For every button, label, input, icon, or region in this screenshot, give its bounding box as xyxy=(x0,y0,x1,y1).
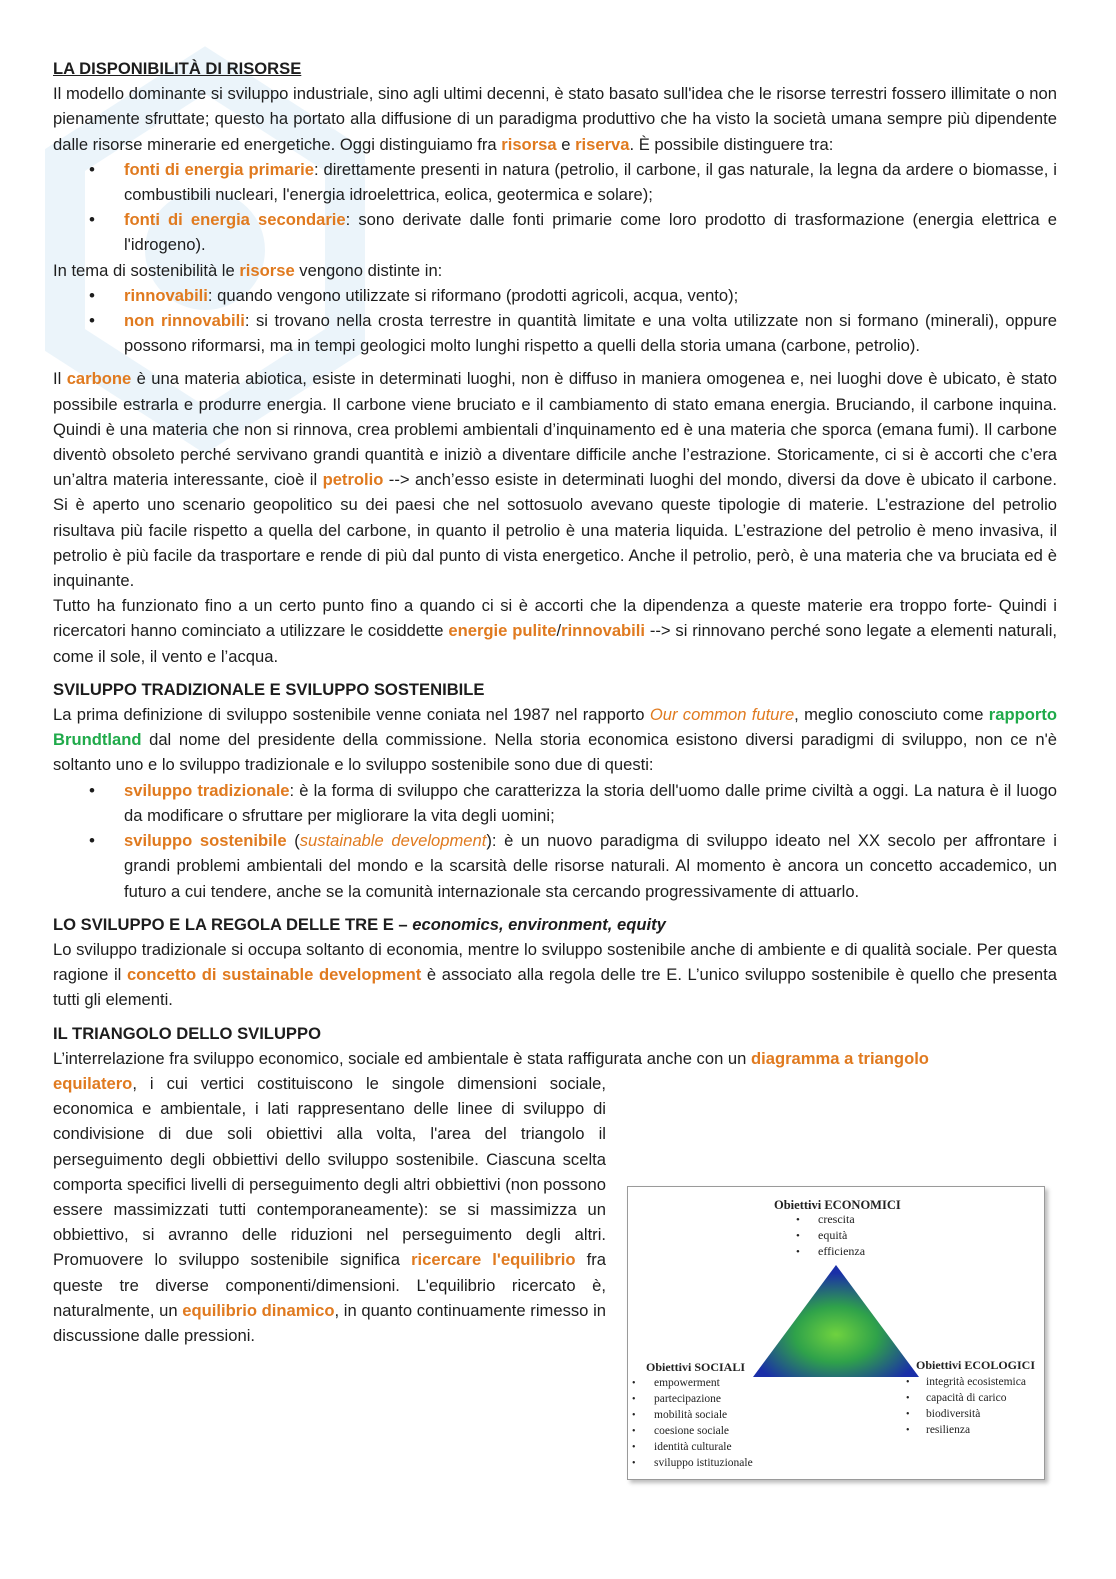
bullet-dot: • xyxy=(906,1409,910,1420)
sustainability-triangle xyxy=(753,1265,919,1377)
bullet-dot: • xyxy=(632,1410,636,1421)
bullet-dot: • xyxy=(632,1458,636,1469)
list-item: • non rinnovabili: si trovano nella crosta terrestre in quantità limitate e una volta utilizzate non si formano (minerali), oppure possono riformarsi, ma in tempi geologici molto lunghi rispetto a quelli della storia umana (carbone, petrolio). xyxy=(53,308,1057,358)
bullet-dot: • xyxy=(632,1378,636,1389)
bullet-dot: • xyxy=(796,1214,800,1226)
bullet-list xyxy=(53,283,1057,359)
list-item: • fonti di energia primarie: direttamente presenti in natura (petrolio, il carbone, il gas naturale, la legna da ardere o biomasse, i combustibili nucleari, l'energia idroelettrica, eolica, geotermica e solare); xyxy=(53,157,1057,207)
list-item: • sviluppo tradizionale: è la forma di sviluppo che caratterizza la storia dell'uomo dalle prime civiltà a oggi. La natura è il luogo da modificare o sfruttare per migliorare la vita degli uomini; xyxy=(53,778,1057,828)
heading-sviluppo-tradizionale-sostenibile: SVILUPPO TRADIZIONALE E SVILUPPO SOSTENIBILE xyxy=(53,679,485,699)
heading-regola-tre-e: LO SVILUPPO E LA REGOLA DELLE TRE E – economics, environment, equity xyxy=(53,914,666,934)
economic-goal-item: equità xyxy=(818,1228,848,1242)
bullet-list xyxy=(53,778,1057,904)
bullet-list xyxy=(53,157,1057,258)
heading-disponibilita-risorse: LA DISPONIBILITÀ DI RISORSE xyxy=(53,59,302,78)
bullet-dot: • xyxy=(632,1394,636,1405)
social-goal-item: identità culturale xyxy=(654,1441,732,1453)
heading-triangolo-sviluppo: IL TRIANGOLO DELLO SVILUPPO xyxy=(53,1023,321,1043)
bullet-dot: • xyxy=(906,1425,910,1436)
document-page xyxy=(53,56,1057,1348)
development-triangle-figure xyxy=(627,1186,1045,1480)
paragraph: Il carbone è una materia abiotica, esiste in determinati luoghi, non è diffuso in maniera omogenea e, nei luoghi dove è ubicato, è stato possibile estrarla e produrre energia. Il carbone viene bruciato e il cambiamento di stato emana energia. Bruciando, il carbone inquina. Quindi è una materia che non si rinnova, crea problemi ambientali d’inquinamento ed è una materia che sporca (emana fumi). Il carbone diventò obsoleto perché servivano grandi quantità e iniziò a diventare difficile anche l’estrazione. Storicamente, ci si è accorti che c’era un’altra materia interessante, cioè il petrolio --> anch’esso esiste in determinati luoghi del mondo, diversi da dove è ubicato il carbone. Si è aperto uno scenario geopolitico su dei paesi che nel sottosuolo avevano queste tipologie di materie. L’estrazione del petrolio risultava più facile rispetto a quella del carbone, in quanto il petrolio è una materia liquida. L’estrazione del petrolio è meno invasiva, il petrolio è più facile da trasportare e rende di più dal punto di vista energetico. Anche il petrolio, però, è una materia che va bruciata ed è inquinante. xyxy=(53,369,1057,591)
paragraph: equilatero, i cui vertici costituiscono le singole dimensioni sociale, economica e ambientale, i lati rappresentano delle linee di sviluppo di condivisione di due soli obiettivi alla volta, l'area del triangolo il perseguimento degli obbiettivi dello sviluppo sostenibile. Ciascuna scelta comporta specifici livelli di perseguimento degli altri obbiettivi (non possono essere massimizzati tutti contemporaneamente): se si massimizza un obbiettivo, si avranno delle riduzioni nel perseguimento degli altri. Promuovere lo sviluppo sostenibile significa ricercare l'equilibrio fra queste tre diverse componenti/dimensioni. L'equilibrio ricercato è, naturalmente, un equilibrio dinamico, in quanto continuamente rimesso in discussione dalle pressioni. xyxy=(53,1073,606,1345)
paragraph: Lo sviluppo tradizionale si occupa soltanto di economia, mentre lo sviluppo sostenibile anche di ambiente e di qualità sociale. Per questa ragione il concetto di sustainable development è associato alla regola delle tre E. L’unico sviluppo sostenibile è quello che presenta tutti gli elementi. xyxy=(53,939,1057,1010)
bullet-dot: • xyxy=(906,1393,910,1404)
economic-goal-item: efficienza xyxy=(818,1244,866,1258)
economic-goal-item: crescita xyxy=(818,1212,855,1226)
social-goals-title: Obiettivi SOCIALI xyxy=(646,1360,746,1374)
section-tre-e xyxy=(53,912,1057,1013)
bullet-dot: • xyxy=(796,1246,800,1258)
paragraph: Tutto ha funzionato fino a un certo punto fino a quando ci si è accorti che la dipendenza a queste materie era troppo forte- Quindi i ricercatori hanno cominciato a utilizzare le cosiddette energie pulite/rinnovabili --> si rinnovano perché sono legate a elementi naturali, come il sole, il vento e l’acqua. xyxy=(53,596,1057,666)
section-sviluppo xyxy=(53,677,1057,904)
social-goal-item: sviluppo istituzionale xyxy=(654,1457,753,1469)
paragraph: Il modello dominante si sviluppo industriale, sino agli ultimi decenni, è stato basato sull'idea che le risorse terrestri fossero illimitate o non pienamente sfruttate; questo ha portato alla diffusione di un paradigma produttivo che ha visto la società umana sempre più dipendente dalle risorse minerarie ed energetiche. Oggi distinguiamo fra risorsa e riserva. È possibile distinguere tra: xyxy=(53,84,1057,154)
social-goal-item: mobilità sociale xyxy=(654,1409,728,1421)
bullet-dot: • xyxy=(796,1230,800,1242)
social-goal-item: coesione sociale xyxy=(654,1425,730,1437)
list-item: • rinnovabili: quando vengono utilizzate si riformano (prodotti agricoli, acqua, vento); xyxy=(53,283,1057,308)
social-goal-item: partecipazione xyxy=(654,1393,722,1405)
ecological-goal-item: resilienza xyxy=(926,1424,971,1436)
bullet-dot: • xyxy=(906,1377,910,1388)
list-item: • sviluppo sostenibile (sustainable development): è un nuovo paradigma di sviluppo ideato nel XX secolo per affrontare i grandi problemi ambientali del mondo e la scarsità delle risorse naturali. Al momento è ancora un concetto accademico, un futuro a cui tendere, anche se la comunità internazionale sta cercando progressivamente di attuarlo. xyxy=(53,828,1057,904)
bullet-dot: • xyxy=(632,1442,636,1453)
paragraph: La prima definizione di sviluppo sostenibile venne coniata nel 1987 nel rapporto Our common future, meglio conosciuto come rapporto Brundtland dal nome del presidente della commissione. Nella storia economica esistono diversi paradigmi di sviluppo, non ce n'è soltanto uno e lo sviluppo tradizionale e lo sviluppo sostenibile sono due di questi: xyxy=(53,705,1057,775)
bullet-dot: • xyxy=(632,1426,636,1437)
ecological-goals-title: Obiettivi ECOLOGICI xyxy=(916,1358,1036,1372)
triangle-diagram xyxy=(628,1187,1044,1479)
social-goal-item: empowerment xyxy=(654,1377,720,1389)
list-item: • fonti di energia secondarie: sono derivate dalle fonti primarie come loro prodotto di trasformazione (energia elettrica e l'idrogeno). xyxy=(53,207,1057,257)
ecological-goal-item: capacità di carico xyxy=(926,1392,1007,1404)
ecological-goal-item: integrità ecosistemica xyxy=(926,1376,1026,1388)
section-risorse xyxy=(53,56,1057,669)
economic-goals-title: Obiettivi ECONOMICI xyxy=(774,1198,901,1212)
paragraph: L’interrelazione fra sviluppo economico, sociale ed ambientale è stata raffigurata anche con un diagramma a triangolo xyxy=(53,1048,929,1068)
ecological-goal-item: biodiversità xyxy=(926,1408,981,1420)
paragraph: In tema di sostenibilità le risorse vengono distinte in: xyxy=(53,260,443,280)
